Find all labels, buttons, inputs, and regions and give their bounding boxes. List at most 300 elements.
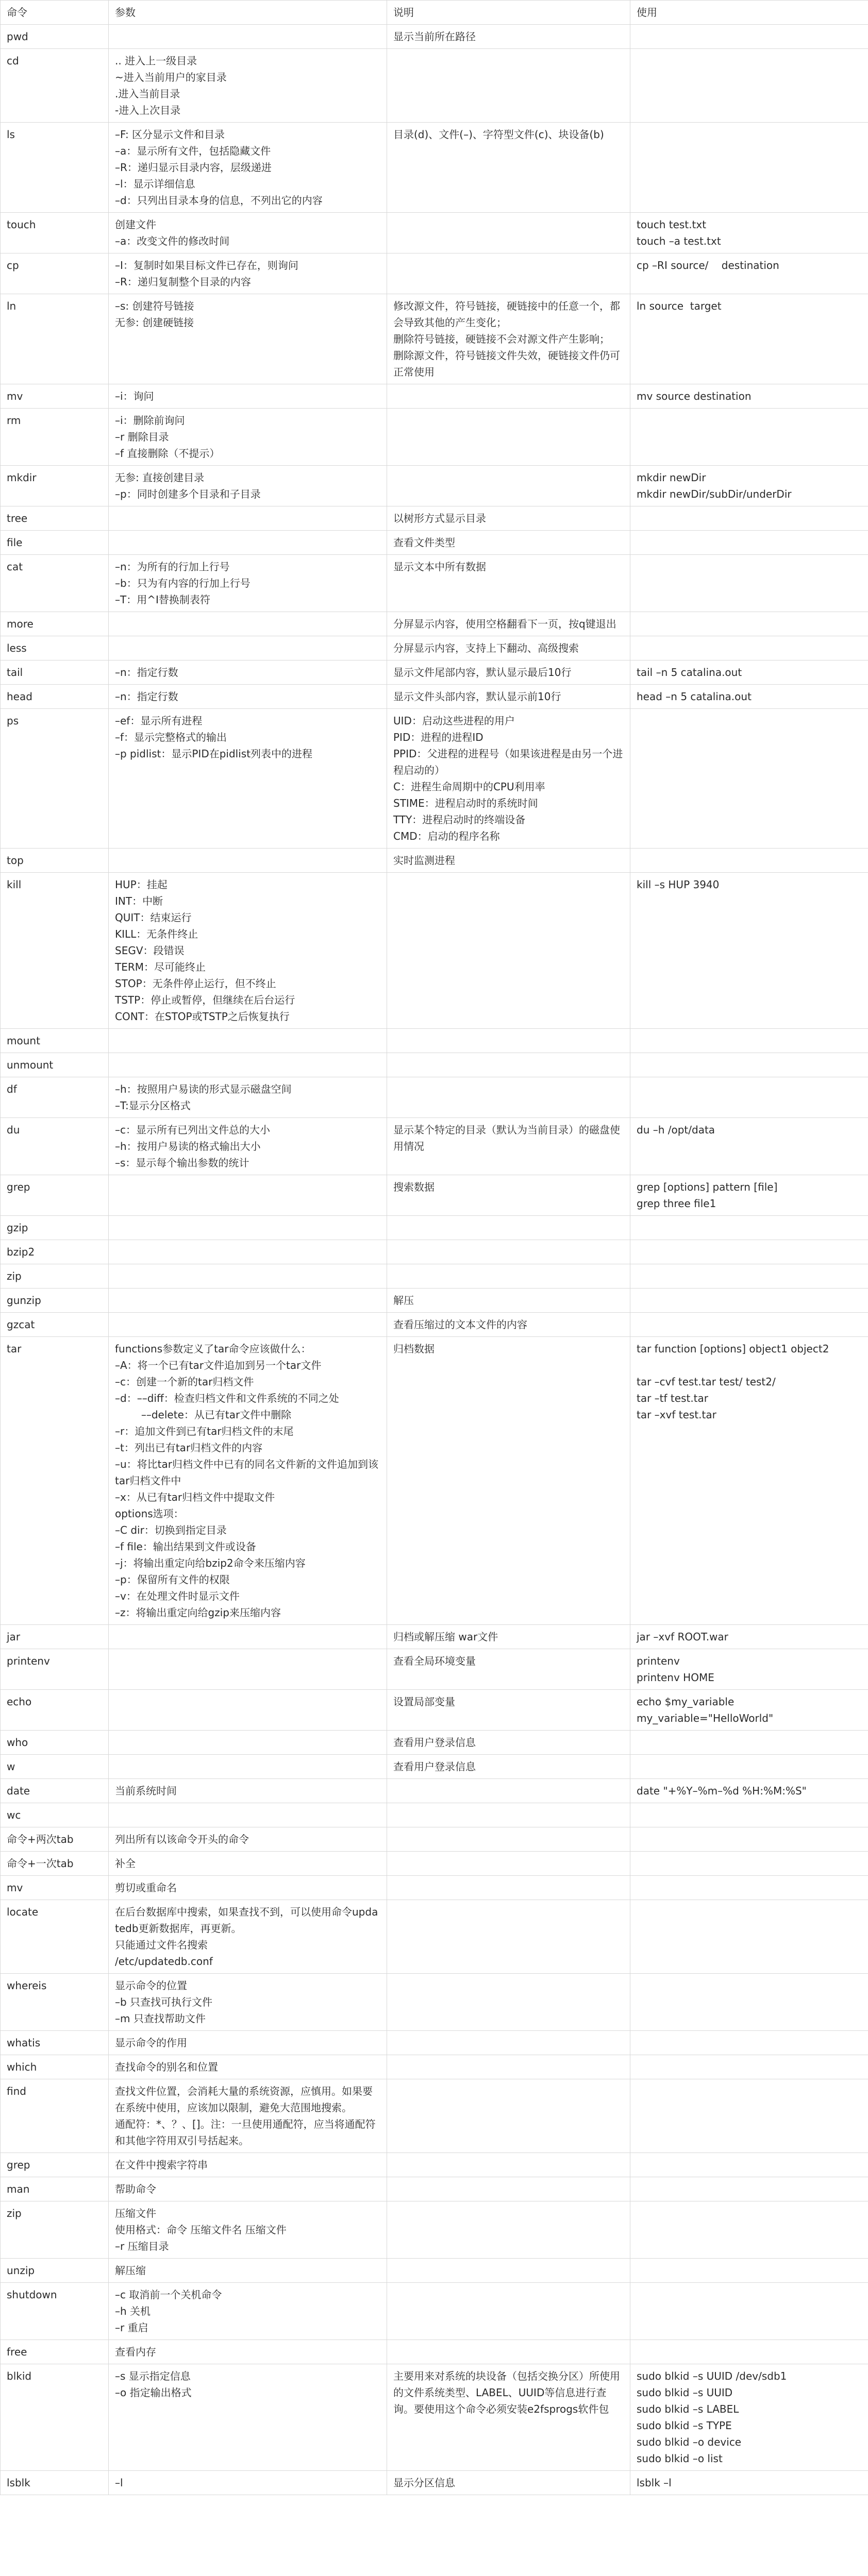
command-cell: mv <box>1 384 109 409</box>
description-cell <box>387 1625 630 1649</box>
params-cell <box>109 685 387 709</box>
params-line: KILL：无条件终止 <box>115 928 198 940</box>
usage-cell <box>630 1827 868 1852</box>
usage-cell <box>630 1852 868 1876</box>
desc-line: 显示当前所在路径 <box>393 30 476 43</box>
table-row <box>1 709 868 849</box>
usage-line: sudo blkid –s UUID /dev/sdb1 <box>637 2370 787 2382</box>
params-line: –a：显示所有文件，包括隐藏文件 <box>115 145 271 157</box>
description-cell <box>387 1216 630 1240</box>
params-cell <box>109 1827 387 1852</box>
description-cell <box>387 49 630 123</box>
table-row <box>1 2364 868 2471</box>
usage-cell <box>630 1053 868 1077</box>
params-cell <box>109 1118 387 1175</box>
params-line: TSTP：停止或暂停，但继续在后台运行 <box>115 994 295 1006</box>
header-row <box>1 1 868 25</box>
params-line: –u：将比tar归档文件中已有的同名文件新的文件追加到该tar归档文件中 <box>115 1458 378 1487</box>
command-cell: cat <box>1 555 109 612</box>
params-line: –s: 创建符号链接 <box>115 300 194 312</box>
params-line: 剪切或重命名 <box>115 1882 177 1894</box>
params-cell <box>109 1974 387 2031</box>
usage-cell <box>630 2079 868 2153</box>
command-cell: ls <box>1 123 109 213</box>
command-cell: touch <box>1 213 109 253</box>
header-params: 参数 <box>109 1 387 25</box>
usage-cell <box>630 1803 868 1827</box>
table-row <box>1 1827 868 1852</box>
params-cell <box>109 1625 387 1649</box>
description-cell <box>387 384 630 409</box>
usage-line: du –h /opt/data <box>637 1124 715 1136</box>
usage-cell <box>630 1649 868 1690</box>
command-cell: ps <box>1 709 109 849</box>
usage-line: lsblk –l <box>637 2477 672 2489</box>
params-line: –n：指定行数 <box>115 690 178 703</box>
description-cell <box>387 1118 630 1175</box>
usage-line <box>637 1357 862 1374</box>
params-cell <box>109 873 387 1029</box>
params-line: –R：递归显示目录内容，层级递进 <box>115 161 272 174</box>
usage-cell <box>630 1337 868 1625</box>
params-line: 在后台数据库中搜索，如果查找不到，可以使用命令updatedb更新数据库，再更新。 <box>115 1906 378 1935</box>
desc-line: UID：启动这些进程的用户 <box>393 715 515 727</box>
table-row <box>1 294 868 384</box>
table-row <box>1 506 868 531</box>
command-cell: tail <box>1 660 109 685</box>
params-line: –r 压缩目录 <box>115 2240 169 2252</box>
params-line: –i：询问 <box>115 390 154 402</box>
desc-line: PID：进程的进程ID <box>393 731 483 743</box>
params-line: –A：将一个已有tar文件追加到另一个tar文件 <box>115 1359 322 1371</box>
table-row <box>1 1175 868 1216</box>
description-cell <box>387 1649 630 1690</box>
params-line: 当前系统时间 <box>115 1785 177 1797</box>
table-row <box>1 531 868 555</box>
params-line: –R：递归复制整个目录的内容 <box>115 276 251 288</box>
usage-cell <box>630 1900 868 1974</box>
description-cell <box>387 1077 630 1118</box>
desc-line: 查看文件类型 <box>393 536 455 549</box>
desc-line: 分屏显示内容，使用空格翻看下一页，按q键退出 <box>393 618 616 630</box>
usage-cell <box>630 873 868 1029</box>
usage-cell <box>630 2177 868 2201</box>
params-line: 使用格式：命令 压缩文件名 压缩文件 <box>115 2224 287 2236</box>
table-row <box>1 1974 868 2031</box>
params-line: –m 只查找帮助文件 <box>115 2012 206 2025</box>
command-cell: bzip2 <box>1 1240 109 1264</box>
description-cell <box>387 253 630 294</box>
desc-line: 以树形方式显示目录 <box>393 512 486 524</box>
usage-line: tar –xvf test.tar <box>637 1409 716 1421</box>
params-cell <box>109 49 387 123</box>
params-cell <box>109 709 387 849</box>
command-cell: pwd <box>1 25 109 49</box>
command-cell: mount <box>1 1029 109 1053</box>
usage-line: kill –s HUP 3940 <box>637 878 720 891</box>
description-cell <box>387 2153 630 2177</box>
table-row <box>1 555 868 612</box>
params-cell <box>109 1240 387 1264</box>
usage-line: touch test.txt <box>637 218 707 231</box>
params-line: –n：为所有的行加上行号 <box>115 561 230 573</box>
table-row <box>1 1690 868 1731</box>
usage-cell <box>630 849 868 873</box>
desc-line: 显示某个特定的目录（默认为当前目录）的磁盘使用情况 <box>393 1124 620 1153</box>
params-line: –T：用^I替换制表符 <box>115 594 210 606</box>
command-cell: mkdir <box>1 466 109 506</box>
usage-cell <box>630 1731 868 1755</box>
usage-cell <box>630 1974 868 2031</box>
table-row <box>1 1852 868 1876</box>
params-line: –c 取消前一个关机命令 <box>115 2289 222 2301</box>
params-line: 无参: 创建硬链接 <box>115 316 194 329</box>
usage-line: sudo blkid –s TYPE <box>637 2419 732 2432</box>
command-cell: 命令+两次tab <box>1 1827 109 1852</box>
params-cell <box>109 2201 387 2259</box>
params-line: 帮助命令 <box>115 2183 156 2195</box>
header-command: 命令 <box>1 1 109 25</box>
params-cell <box>109 1313 387 1337</box>
params-cell <box>109 1175 387 1216</box>
description-cell <box>387 849 630 873</box>
params-cell <box>109 2259 387 2283</box>
params-cell <box>109 506 387 531</box>
desc-line: 显示文件尾部内容，默认显示最后10行 <box>393 666 572 679</box>
params-cell <box>109 2031 387 2055</box>
params-cell <box>109 636 387 660</box>
usage-cell <box>630 384 868 409</box>
command-cell: gunzip <box>1 1289 109 1313</box>
table-row <box>1 2471 868 2495</box>
desc-line: 修改源文件，符号链接，硬链接中的任意一个，都会导致其他的产生变化； <box>393 300 620 329</box>
command-cell: whatis <box>1 2031 109 2055</box>
usage-line: date "+%Y–%m–%d %H:%M:%S" <box>637 1785 807 1797</box>
command-cell: man <box>1 2177 109 2201</box>
params-cell <box>109 294 387 384</box>
table-row <box>1 873 868 1029</box>
usage-cell <box>630 2031 868 2055</box>
params-line: 列出所有以该命令开头的命令 <box>115 1833 249 1845</box>
usage-cell <box>630 49 868 123</box>
table-row <box>1 1731 868 1755</box>
params-line: 显示命令的位置 <box>115 1979 187 1992</box>
description-cell <box>387 2259 630 2283</box>
usage-cell <box>630 123 868 213</box>
command-cell: jar <box>1 1625 109 1649</box>
table-row <box>1 466 868 506</box>
params-cell <box>109 384 387 409</box>
command-cell: unmount <box>1 1053 109 1077</box>
usage-line: grep three file1 <box>637 1197 716 1210</box>
description-cell <box>387 1876 630 1900</box>
usage-cell <box>630 555 868 612</box>
table-row <box>1 1313 868 1337</box>
usage-cell <box>630 213 868 253</box>
params-cell <box>109 25 387 49</box>
params-line: –d：只列出目录本身的信息，不列出它的内容 <box>115 194 323 207</box>
description-cell <box>387 1690 630 1731</box>
description-cell <box>387 2055 630 2079</box>
params-line: INT：中断 <box>115 895 163 907</box>
usage-cell <box>630 636 868 660</box>
description-cell <box>387 1240 630 1264</box>
desc-line: 目录(d)、文件(–)、字符型文件(c)、块设备(b) <box>393 128 604 141</box>
usage-line: tail –n 5 catalina.out <box>637 666 742 679</box>
desc-line: 显示文本中所有数据 <box>393 561 486 573</box>
params-cell <box>109 2079 387 2153</box>
header-usage: 使用 <box>630 1 868 25</box>
params-cell <box>109 1216 387 1240</box>
description-cell <box>387 2471 630 2495</box>
description-cell <box>387 873 630 1029</box>
command-cell: cp <box>1 253 109 294</box>
usage-cell <box>630 466 868 506</box>
usage-line: head –n 5 catalina.out <box>637 690 752 703</box>
description-cell <box>387 2177 630 2201</box>
desc-line: 设置局部变量 <box>393 1696 455 1708</box>
description-cell <box>387 294 630 384</box>
desc-line: 查看全局环境变量 <box>393 1655 476 1667</box>
usage-cell <box>630 1289 868 1313</box>
params-cell <box>109 1731 387 1755</box>
params-cell <box>109 1077 387 1118</box>
description-cell <box>387 1900 630 1974</box>
command-cell: tar <box>1 1337 109 1625</box>
params-line: HUP：挂起 <box>115 878 168 891</box>
description-cell <box>387 1053 630 1077</box>
usage-cell <box>630 1876 868 1900</box>
desc-line: TTY：进程启动时的终端设备 <box>393 814 526 826</box>
params-line: –a：改变文件的修改时间 <box>115 235 230 247</box>
params-line: 在文件中搜索字符串 <box>115 2159 208 2171</box>
command-cell: rm <box>1 409 109 466</box>
table-row <box>1 1264 868 1289</box>
desc-line: 实时监测进程 <box>393 854 455 867</box>
usage-line: printenv HOME <box>637 1671 714 1684</box>
params-cell <box>109 1779 387 1803</box>
usage-cell <box>630 2283 868 2340</box>
desc-line: 解压 <box>393 1294 414 1307</box>
params-line: -进入上次目录 <box>115 104 181 116</box>
params-line: –d：––diff：检查归档文件和文件系统的不同之处 <box>115 1392 339 1404</box>
params-cell <box>109 213 387 253</box>
description-cell <box>387 25 630 49</box>
usage-line: tar –cvf test.tar test/ test2/ <box>637 1376 776 1388</box>
desc-line: C：进程生命周期中的CPU利用率 <box>393 781 545 793</box>
table-row <box>1 1779 868 1803</box>
params-line: QUIT：结束运行 <box>115 911 192 924</box>
params-line: 解压缩 <box>115 2264 146 2277</box>
command-cell: printenv <box>1 1649 109 1690</box>
params-line: 创建文件 <box>115 218 156 231</box>
usage-cell <box>630 1690 868 1731</box>
desc-line: 分屏显示内容，支持上下翻动、高级搜索 <box>393 642 579 654</box>
usage-cell <box>630 1216 868 1240</box>
params-line: –T:显示分区格式 <box>115 1099 191 1112</box>
usage-line: mv source destination <box>637 390 752 402</box>
table-row <box>1 1118 868 1175</box>
description-cell <box>387 1264 630 1289</box>
params-line: –b：只为有内容的行加上行号 <box>115 577 251 589</box>
table-row <box>1 1029 868 1053</box>
desc-line: 查看用户登录信息 <box>393 1736 476 1749</box>
command-cell: w <box>1 1755 109 1779</box>
description-cell <box>387 2364 630 2471</box>
params-line: –h：按照用户易读的形式显示磁盘空间 <box>115 1083 292 1095</box>
description-cell <box>387 709 630 849</box>
params-line: –f：显示完整格式的输出 <box>115 731 227 743</box>
params-cell <box>109 409 387 466</box>
desc-line: 归档或解压缩 war文件 <box>393 1631 498 1643</box>
table-row <box>1 2079 868 2153</box>
command-cell: echo <box>1 1690 109 1731</box>
usage-cell <box>630 709 868 849</box>
usage-cell <box>630 253 868 294</box>
usage-cell <box>630 1264 868 1289</box>
usage-line: cp –RI source/ destination <box>637 259 779 272</box>
params-cell <box>109 2340 387 2364</box>
description-cell <box>387 2283 630 2340</box>
command-cell: wc <box>1 1803 109 1827</box>
params-line: 查找文件位置，会消耗大量的系统资源，应慎用。如果要在系统中使用，应该加以限制，避免大范围地搜索。 <box>115 2085 373 2114</box>
command-cell: kill <box>1 873 109 1029</box>
table-row <box>1 253 868 294</box>
command-cell: grep <box>1 2153 109 2177</box>
table-row <box>1 1240 868 1264</box>
params-line: 补全 <box>115 1857 136 1870</box>
params-cell <box>109 2364 387 2471</box>
desc-line: 显示分区信息 <box>393 2477 455 2489</box>
table-row <box>1 25 868 49</box>
description-cell <box>387 466 630 506</box>
description-cell <box>387 660 630 685</box>
table-row <box>1 636 868 660</box>
table-row <box>1 1649 868 1690</box>
command-cell: shutdown <box>1 2283 109 2340</box>
params-cell <box>109 2177 387 2201</box>
params-line: –r 删除目录 <box>115 431 169 443</box>
usage-line: sudo blkid –o device <box>637 2436 742 2448</box>
description-cell <box>387 1852 630 1876</box>
params-line: –z：将输出重定向给gzip来压缩内容 <box>115 1606 281 1619</box>
description-cell <box>387 409 630 466</box>
command-cell: file <box>1 531 109 555</box>
description-cell <box>387 1827 630 1852</box>
table-row <box>1 849 868 873</box>
table-row <box>1 2340 868 2364</box>
params-cell <box>109 466 387 506</box>
desc-line: 删除符号链接，硬链接不会对源文件产生影响； <box>393 333 610 345</box>
params-cell <box>109 1649 387 1690</box>
params-cell <box>109 2153 387 2177</box>
params-cell <box>109 1876 387 1900</box>
usage-cell <box>630 1029 868 1053</box>
params-line: TERM：尽可能终止 <box>115 961 206 973</box>
usage-cell <box>630 1175 868 1216</box>
command-cell: whereis <box>1 1974 109 2031</box>
params-line: 显示命令的作用 <box>115 2037 187 2049</box>
params-cell <box>109 2055 387 2079</box>
command-cell: who <box>1 1731 109 1755</box>
command-cell: unzip <box>1 2259 109 2283</box>
params-line: /etc/updatedb.conf <box>115 1955 213 1968</box>
params-cell <box>109 849 387 873</box>
description-cell <box>387 1779 630 1803</box>
description-cell <box>387 213 630 253</box>
usage-line: mkdir newDir/subDir/underDir <box>637 488 792 500</box>
command-cell: less <box>1 636 109 660</box>
table-row <box>1 1625 868 1649</box>
description-cell <box>387 1731 630 1755</box>
usage-cell <box>630 2471 868 2495</box>
params-line: –c：显示所有已列出文件总的大小 <box>115 1124 270 1136</box>
params-line: –r 重启 <box>115 2321 148 2334</box>
params-cell <box>109 660 387 685</box>
description-cell <box>387 2079 630 2153</box>
params-line: .进入当前目录 <box>115 88 180 100</box>
usage-line: grep [options] pattern [file] <box>637 1181 778 1193</box>
table-row <box>1 213 868 253</box>
table-row <box>1 612 868 636</box>
table-row <box>1 1053 868 1077</box>
header-description: 说明 <box>387 1 630 25</box>
usage-cell <box>630 25 868 49</box>
usage-cell <box>630 531 868 555</box>
table-row <box>1 49 868 123</box>
usage-line: tar function [options] object1 object2 <box>637 1343 829 1355</box>
usage-cell <box>630 2055 868 2079</box>
usage-line: jar –xvf ROOT.war <box>637 1631 728 1643</box>
command-cell: blkid <box>1 2364 109 2471</box>
description-cell <box>387 1175 630 1216</box>
desc-line: STIME：进程启动时的系统时间 <box>393 797 538 809</box>
params-line: –h：按用户易读的格式输出大小 <box>115 1140 261 1153</box>
desc-line: 搜索数据 <box>393 1181 435 1193</box>
usage-cell <box>630 2340 868 2364</box>
desc-line: CMD：启动的程序名称 <box>393 830 500 842</box>
params-line: 只能通过文件名搜索 <box>115 1939 208 1951</box>
description-cell <box>387 1337 630 1625</box>
command-cell: du <box>1 1118 109 1175</box>
params-line: –C dir：切换到指定目录 <box>115 1524 227 1536</box>
params-cell <box>109 555 387 612</box>
table-row <box>1 409 868 466</box>
params-line: –ef：显示所有进程 <box>115 715 203 727</box>
params-line: 查看内存 <box>115 2346 156 2358</box>
desc-line: 显示文件头部内容，默认显示前10行 <box>393 690 561 703</box>
table-row <box>1 1755 868 1779</box>
params-cell <box>109 1755 387 1779</box>
description-cell <box>387 531 630 555</box>
command-cell: ln <box>1 294 109 384</box>
params-line: –v：在处理文件时显示文件 <box>115 1590 240 1602</box>
params-cell <box>109 612 387 636</box>
params-line: functions参数定义了tar命令应该做什么： <box>115 1343 311 1355</box>
description-cell <box>387 1289 630 1313</box>
usage-cell <box>630 2153 868 2177</box>
usage-cell <box>630 1625 868 1649</box>
params-line: –f 直接删除（不提示） <box>115 447 220 460</box>
table-row <box>1 1289 868 1313</box>
command-cell: locate <box>1 1900 109 1974</box>
params-line: 通配符：*、？、[]。注：一旦使用通配符，应当将通配符和其他字符用双引号括起来。 <box>115 2118 376 2147</box>
command-cell: 命令+一次tab <box>1 1852 109 1876</box>
params-line: –t：列出已有tar归档文件的内容 <box>115 1442 263 1454</box>
params-line: –c：创建一个新的tar归档文件 <box>115 1376 254 1388</box>
params-line: –o 指定输出格式 <box>115 2386 192 2399</box>
params-line: –l：显示详细信息 <box>115 178 195 190</box>
